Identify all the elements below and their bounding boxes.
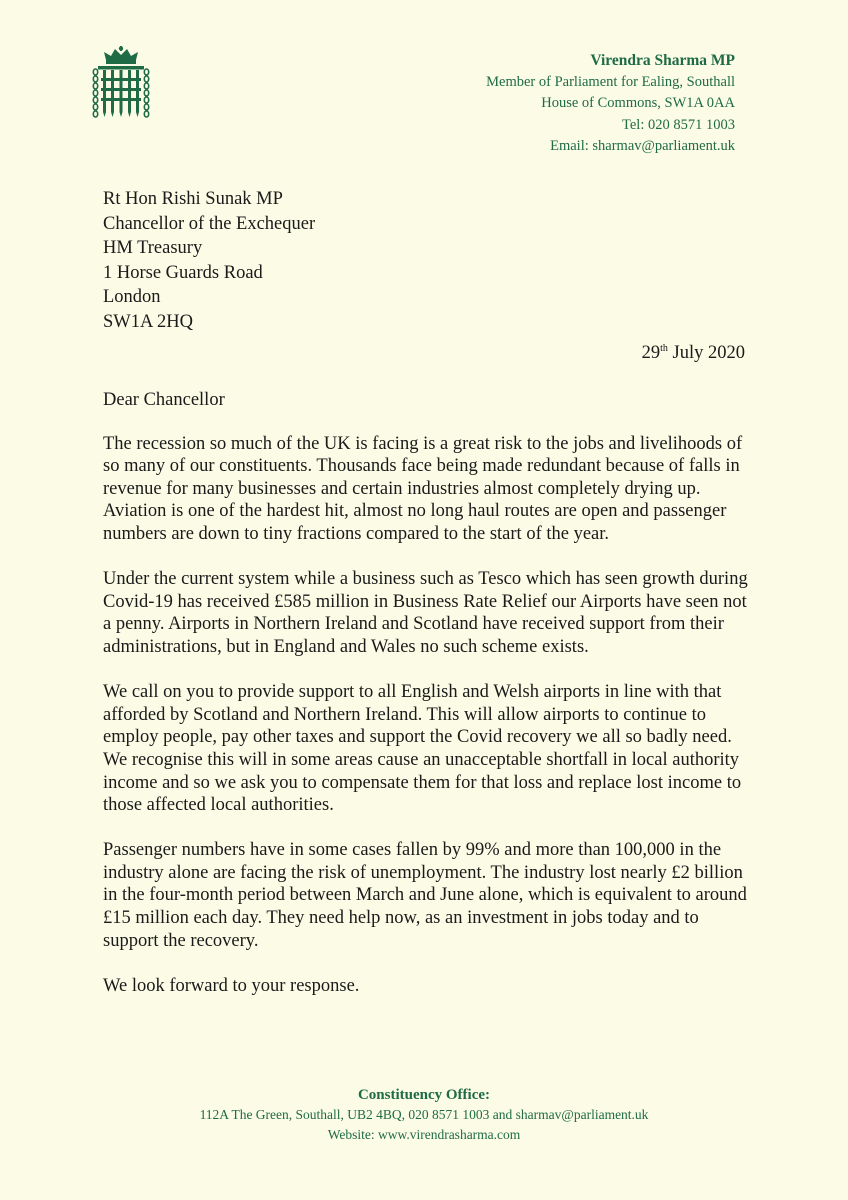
date-month-year: July 2020 bbox=[667, 343, 745, 364]
footer-title: Constituency Office: bbox=[357, 1087, 491, 1103]
footer bbox=[0, 1085, 848, 1145]
date-suffix: th bbox=[660, 343, 668, 354]
paragraph: Under the current system while a business such as Tesco which has seen growth during Covid-19 has received £585 million in Business Rate Relief our Airports have seen not a penny. Airports in Northern Ireland and Scotland have received support from their administrations, but in England and Wales no such scheme exists. bbox=[103, 569, 748, 657]
recipient-address bbox=[103, 187, 315, 334]
closing: We look forward to your response. bbox=[103, 975, 360, 996]
salutation: Dear Chancellor bbox=[103, 390, 225, 410]
footer-website: Website: www.virendrasharma.com bbox=[327, 1127, 521, 1142]
letter-date bbox=[642, 343, 745, 364]
paragraph: Passenger numbers have in some cases fallen by 99% and more than 100,000 in the industry alone are facing the risk of unemployment. The industry lost nearly £2 billion in the four-month period between March and June alone, which is equivalent to around £15 million each day. They need help now, as an investment in jobs today and to support the recovery. bbox=[103, 840, 747, 951]
recipient-line: Chancellor of the Exchequer bbox=[103, 213, 316, 234]
paragraph: The recession so much of the UK is facing is a great risk to the jobs and livelihoods of so many of our constituents. Thousands face being made redundant because of falls in revenue for many businesses and certain industries almost completely drying up. Aviation is one of the hardest hit, almost no long haul routes are open and passenger numbers are down to tiny fractions compared to the start of the year. bbox=[103, 433, 743, 544]
recipient-line: SW1A 2HQ bbox=[103, 311, 193, 332]
mp-address: House of Commons, SW1A 0AA bbox=[541, 95, 735, 111]
date-day: 29 bbox=[641, 343, 661, 364]
recipient-line: Rt Hon Rishi Sunak MP bbox=[103, 189, 283, 209]
paragraph: We call on you to provide support to all English and Welsh airports in line with that afforded by Scotland and Northern Ireland. This will allow airports to continue to employ people, pay other taxes and support the Covid recovery we all so badly need. We recognise this will in some areas cause an unacceptable shortfall in local authority income and so we ask you to compensate them for that loss and replace lost income to those affected local authorities. bbox=[103, 682, 742, 816]
mp-role: Member of Parliament for Ealing, Southall bbox=[486, 73, 735, 90]
letter-body bbox=[103, 389, 753, 1020]
recipient-line: 1 Horse Guards Road bbox=[103, 262, 263, 283]
mp-email: Email: sharmav@parliament.uk bbox=[550, 138, 735, 154]
mp-name: Virendra Sharma MP bbox=[590, 52, 735, 69]
mp-tel: Tel: 020 8571 1003 bbox=[622, 116, 735, 133]
recipient-line: London bbox=[103, 287, 161, 307]
portcullis-icon bbox=[92, 46, 150, 122]
footer-contact: 112A The Green, Southall, UB2 4BQ, 020 8571 1003 and sharmav@parliament.uk bbox=[199, 1107, 649, 1122]
letterhead bbox=[486, 50, 735, 158]
recipient-line: HM Treasury bbox=[103, 238, 203, 258]
